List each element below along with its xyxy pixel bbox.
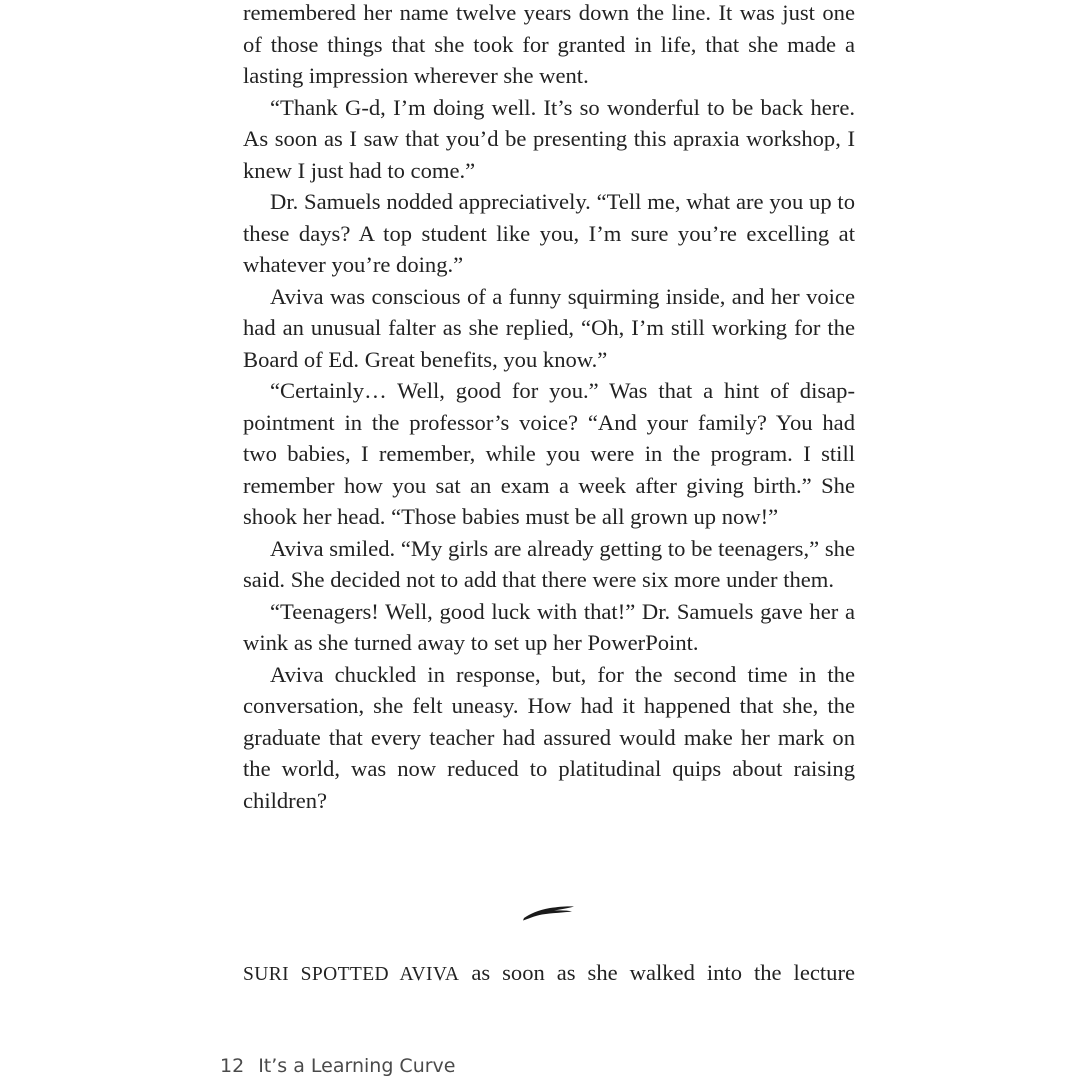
- paragraph: Dr. Samuels nodded appreciatively. “Tell me, what are you up to these days? A top student like you, I’m sure you’re excelling at whatever you’re doing.”: [243, 189, 855, 277]
- running-title: It’s a Learning Curve: [258, 1055, 456, 1077]
- brush-stroke-ornament-icon: [520, 902, 576, 922]
- body-text: [243, 0, 855, 816]
- paragraph: Aviva smiled. “My girls are already getting to be teenagers,” she said. She decided not to add that there were six more under them.: [243, 535, 855, 592]
- paragraph: “Thank G-d, I’m doing well. It’s so wonderful to be back here. As soon as I saw that you’d be presenting this apraxia workshop, I knew I just had to come.”: [243, 94, 855, 183]
- paragraph: remembered her name twelve years down the line. It was just one of those things that she took for granted in life, that she made a lasting impression wherever she went.: [243, 0, 855, 88]
- paragraph: Aviva was conscious of a funny squirming inside, and her voice had an unusual falter as she replied, “Oh, I’m still working for the Board of Ed. Great benefits, you know.”: [243, 283, 855, 372]
- paragraph: Aviva chuckled in response, but, for the second time in the conversation, she felt uneasy. How had it happened that she, the graduate that every teacher had assured would make her mark on the world, was now reduced to platitudinal quips about raising children?: [243, 661, 855, 813]
- page-number: 12: [220, 1055, 245, 1077]
- page-footer: [220, 1055, 455, 1077]
- scene-opening-text: as soon as she walked into the lecture: [459, 960, 856, 985]
- paragraph: “Teenagers! Well, good luck with that!” Dr. Samuels gave her a wink as she turned away to set up her PowerPoint.: [243, 598, 855, 655]
- scene-opening-smallcaps: SURI SPOTTED AVIVA: [243, 964, 460, 985]
- paragraph: “Certainly… Well, good for you.” Was that a hint of disappointment in the professor’s voice? “And your family? You had two babies, I remember, while you were in the program. I still remember how you sat an exam a week after giving birth.” She shook her head. “Those babies must be all grown up now!”: [243, 378, 855, 529]
- scene-opening-line: [243, 957, 855, 991]
